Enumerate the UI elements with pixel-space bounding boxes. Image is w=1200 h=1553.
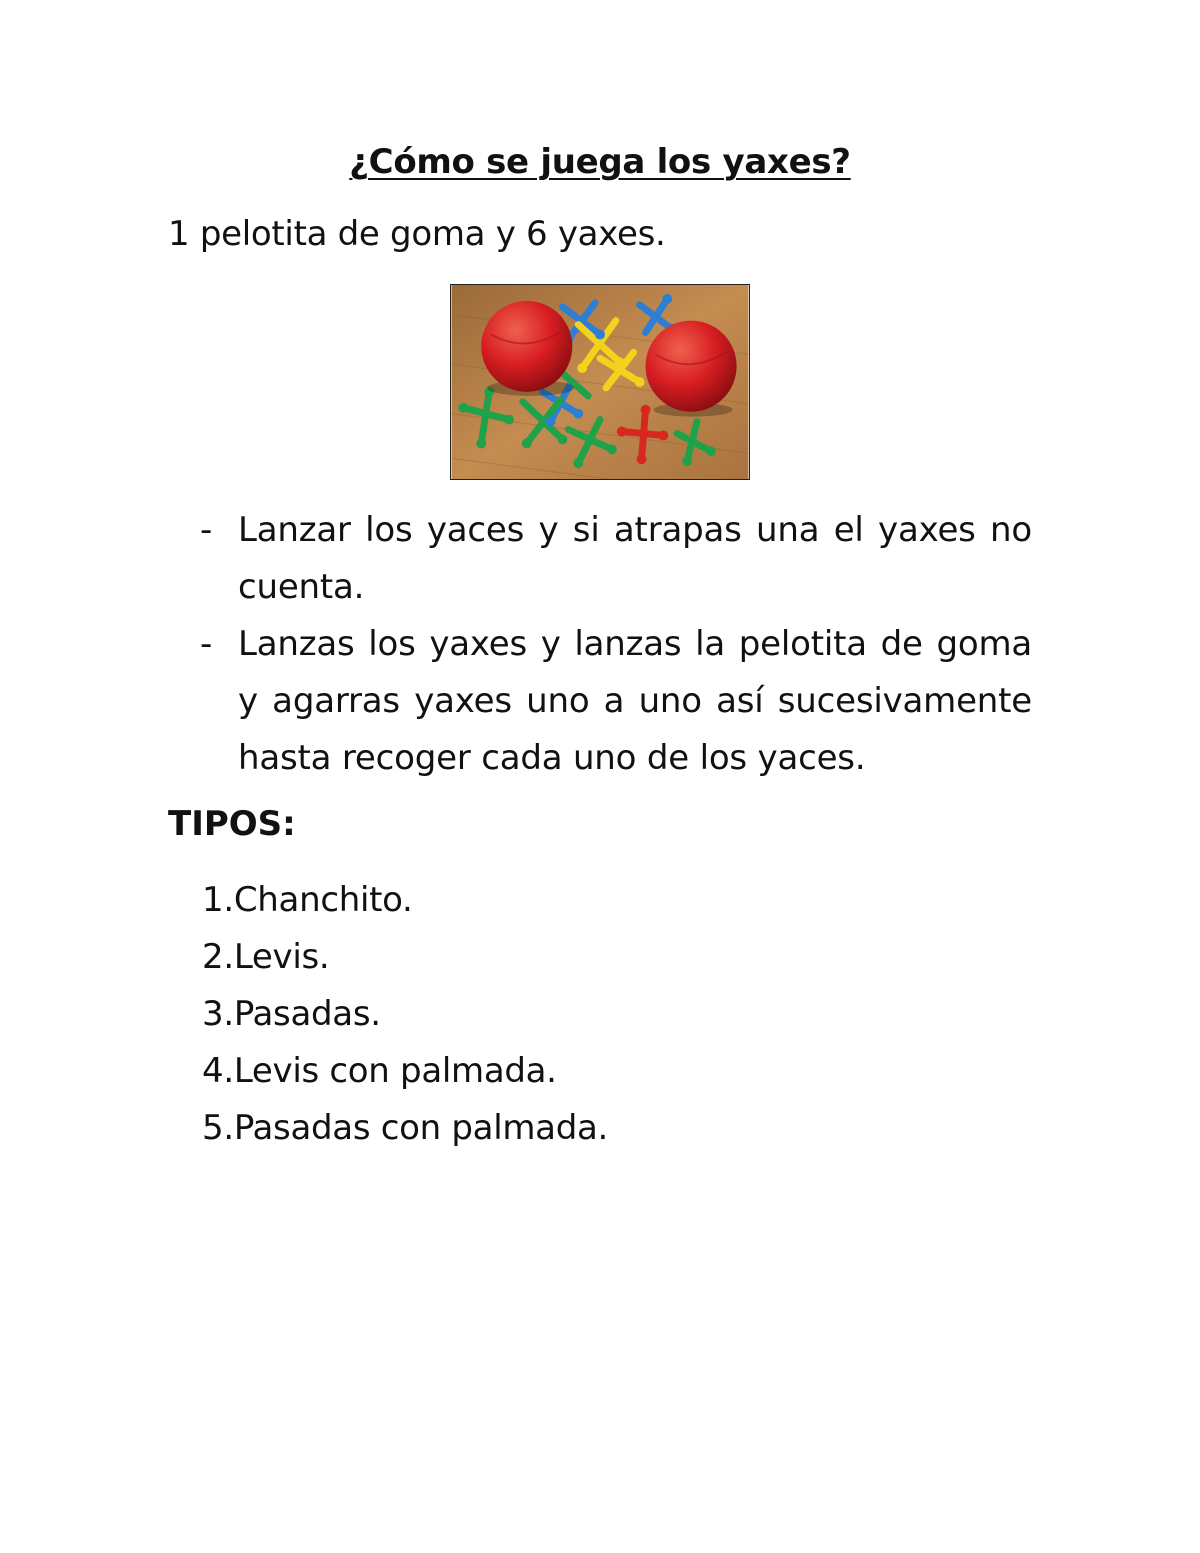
item-label: Levis.: [233, 937, 330, 977]
item-label: Chanchito.: [233, 880, 413, 920]
list-item: [202, 872, 608, 929]
list-item: [196, 502, 1032, 616]
item-number: 5.: [202, 1108, 234, 1148]
list-item: [202, 1100, 608, 1157]
item-number: 3.: [202, 994, 234, 1034]
item-number: 2.: [202, 937, 234, 977]
list-item: [202, 986, 608, 1043]
list-item: [196, 616, 1032, 787]
steps-list: [196, 502, 1032, 787]
list-item: [202, 929, 608, 986]
item-label: Pasadas con palmada.: [233, 1108, 609, 1148]
jacks-and-balls-icon: [451, 285, 749, 479]
materials-text: 1 pelotita de goma y 6 yaxes.: [168, 214, 666, 254]
bullet-dash: -: [200, 510, 213, 550]
types-heading: TIPOS:: [168, 804, 296, 844]
bullet-dash: -: [200, 624, 213, 664]
item-number: 1.: [202, 880, 234, 920]
item-label: Pasadas.: [233, 994, 381, 1034]
item-number: 4.: [202, 1051, 234, 1091]
page-title: ¿Cómo se juega los yaxes?: [349, 142, 851, 182]
item-label: Levis con palmada.: [233, 1051, 557, 1091]
step-text: Lanzar los yaces y si atrapas una el yaxes no cuenta.: [238, 510, 1032, 607]
jacks-and-balls-photo: [450, 284, 750, 480]
types-list: [202, 872, 608, 1157]
list-item: [202, 1043, 608, 1100]
step-text: Lanzas los yaxes y lanzas la pelotita de goma y agarras yaxes uno a uno así sucesivamente hasta recoger cada uno de los yaces.: [238, 624, 1032, 778]
